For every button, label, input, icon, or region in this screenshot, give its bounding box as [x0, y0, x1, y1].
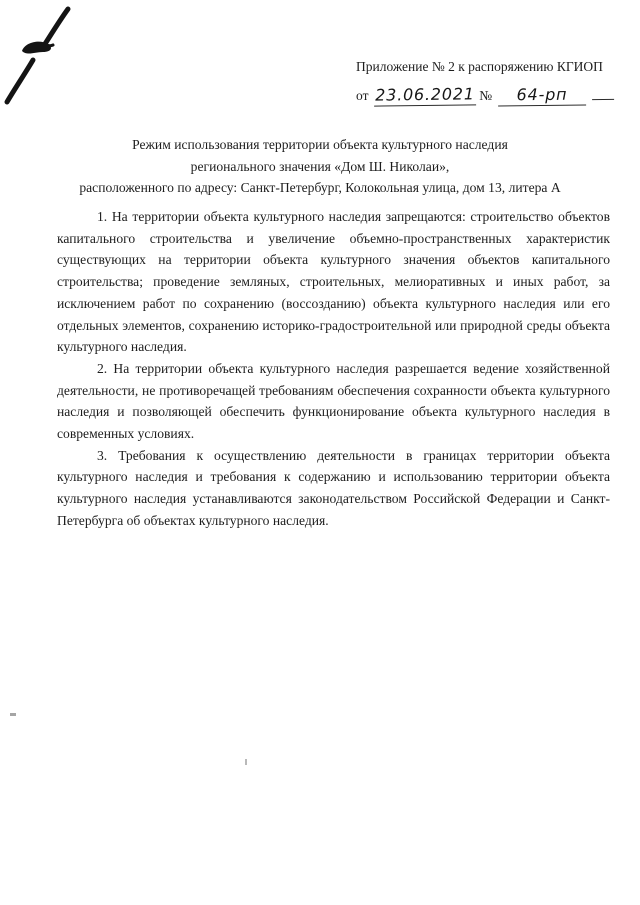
document-title-line3: расположенного по адресу: Санкт-Петербург, Колокольная улица, дом 13, литера А [79, 180, 561, 195]
number-label: № [479, 88, 493, 103]
paragraph-3: 3. Требования к осуществлению деятельности в границах территории объекта культурного наследия и требования к содержанию и использованию территории объекта культурного наследия устанавливаются законодательством Российской Федерации и Санкт-Петербурга об объектах культурного наследия. [57, 447, 610, 528]
scan-speck [10, 713, 16, 716]
appendix-header [356, 58, 618, 106]
scan-speck [245, 759, 247, 765]
paragraph-2: 2. На территории объекта культурного наследия разрешается ведение хозяйственной деятельности, не противоречащей требованиям обеспечения сохранности объекта культурного наследия и позволяющей обеспечить функционирование объекта культурного наследия в современных условиях. [57, 360, 610, 442]
document-title-line2: регионального значения «Дом Ш. Николаи», [190, 158, 450, 174]
pen-flourish-annotation-icon [0, 0, 120, 130]
appendix-header-line2 [356, 85, 618, 106]
document-title [0, 134, 640, 199]
appendix-header-line1: Приложение № 2 к распоряжению КГИОП [356, 59, 603, 74]
document-body [57, 206, 610, 532]
handwritten-number: 64-рп [497, 85, 585, 106]
handwritten-date: 23.06.2021 [374, 85, 476, 106]
paragraph-1: 1. На территории объекта культурного наследия запрещаются: строительство объектов капитального строительства и увеличение объемно-пространственных характеристик существующих на территории объекта культурного значения объектов капитального строительства; проведение земляных, строительных, мелиоративных и иных работ, за исключением работ по сохранению (воссозданию) объекта культурного наследия или его отдельных элементов, сохранению историко-градостроительной или природной среды объекта культурного наследия. [57, 209, 610, 355]
document-title-line1: Режим использования территории объекта культурного наследия [132, 137, 508, 152]
underline-tail [591, 85, 613, 100]
from-label: от [356, 88, 369, 103]
